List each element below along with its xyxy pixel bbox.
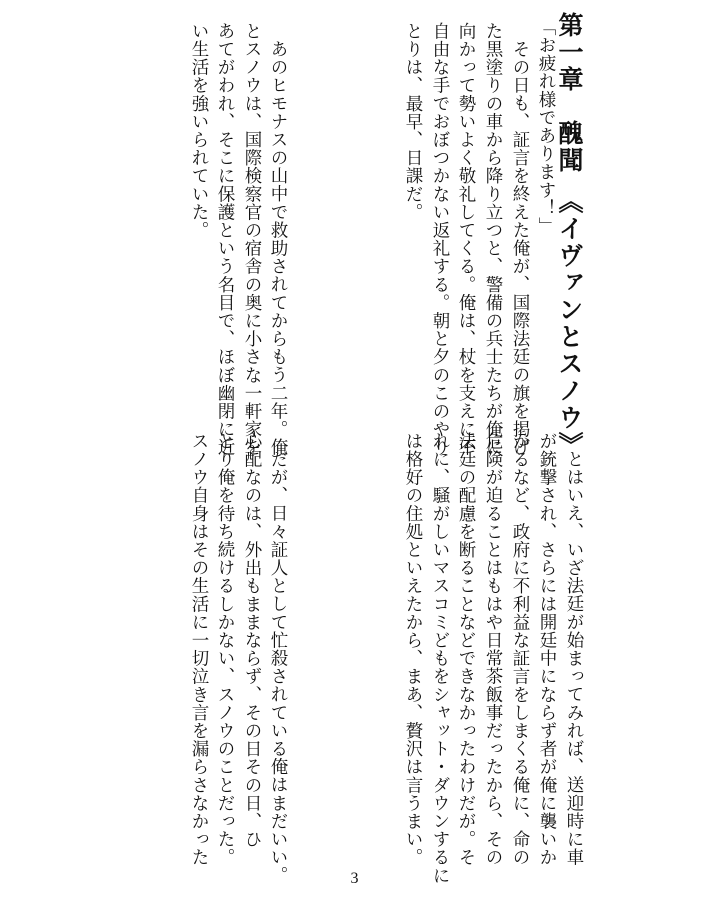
page-number: 3 xyxy=(350,870,359,887)
text-column: は格好の住処といえたから、まあ、贅沢は言うまい。 xyxy=(403,432,423,867)
text-column: 自由な手でおぼつかない返礼する。朝と夕のこのやり xyxy=(430,22,450,457)
text-column: あてがわれ、そこに保護という名目で、ほぼ幽閉に近 xyxy=(215,22,235,457)
text-column: 危険が迫ることはもはや日常茶飯事だったから、その xyxy=(483,432,503,867)
text-column: とりは、最早、日課だ。 xyxy=(403,22,423,222)
text-column: とり俺を待ち続けるしかない、スノウのことだった。 xyxy=(215,432,235,867)
text-column: 「お疲れ様であります！」 xyxy=(536,18,556,236)
text-column: た黒塗りの車から降り立つと、警備の兵士たちが俺に xyxy=(483,22,503,457)
text-column: が銃撃され、さらには開廷中にならず者が俺に襲いか xyxy=(537,432,557,867)
text-column: 心配なのは、外出もままならず、その日その日、ひ xyxy=(242,432,262,849)
text-column: れに、騒がしいマスコミどもをシャット・ダウンするに xyxy=(430,432,450,885)
text-column: 向かって勢いよく敬礼してくる。俺は、杖を支えに不 xyxy=(456,22,476,457)
text-column: い生活を強いられていた。 xyxy=(189,22,209,240)
text-column: とスノウは、国際検察官の宿舎の奥に小さな一軒家を xyxy=(242,22,262,457)
text-column: 法廷の配慮を断ることなどできなかったわけだが。そ xyxy=(456,432,476,867)
text-column: かるなど、政府に不利益な証言をしまくる俺に、命の xyxy=(510,432,530,867)
chapter-title: 第一章 醜聞 《イヴァンとスノウ》 xyxy=(555,12,584,459)
text-column: あのヒモナスの山中で救助されてからもう二年。俺 xyxy=(268,40,288,457)
text-column: だが、日々証人として忙殺されている俺はまだいい。 xyxy=(268,450,288,885)
text-column: その日も、証言を終えた俺が、国際法廷の旗を掲げ xyxy=(510,40,530,457)
text-column: とはいえ、いざ法廷が始まってみれば、送迎時に車 xyxy=(564,450,584,867)
text-column: スノウ自身はその生活に一切泣き言を漏らさなかった xyxy=(189,432,209,867)
